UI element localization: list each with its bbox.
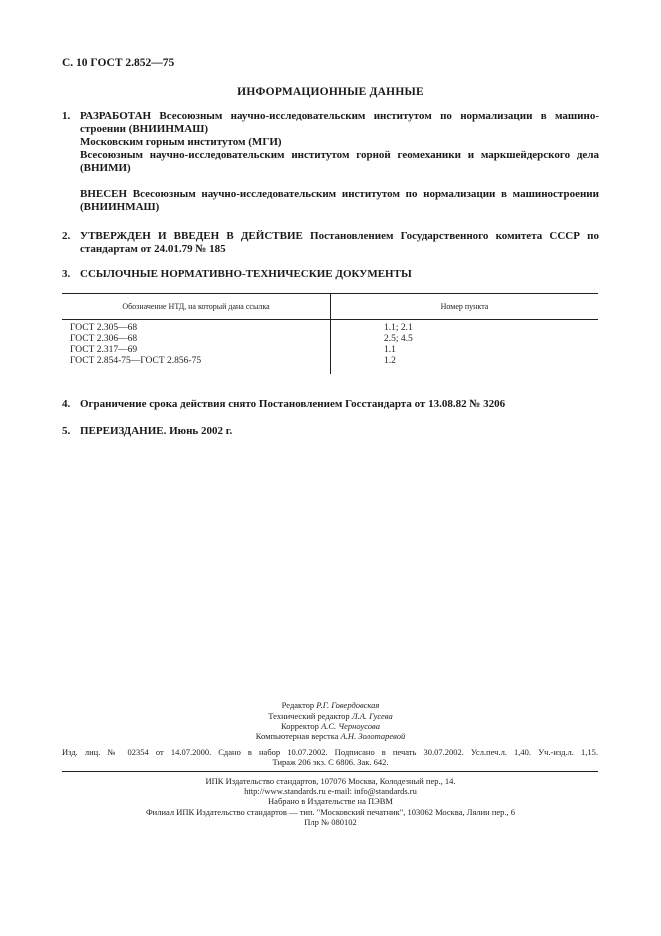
section-1-line: строении (ВНИИНМАШ)	[80, 123, 208, 135]
section-1-line: Всесоюзным научно-исследовательским институтом горной геомеханики и маркшейдерского дела	[80, 149, 599, 161]
publisher-line: Филиал ИПК Издательство стандартов — тип. "Московский печатник", 103062 Москва, Лялин пер., 6	[145, 807, 516, 817]
page-title: ИНФОРМАЦИОННЫЕ ДАННЫЕ	[237, 86, 424, 98]
table-cell-designation: ГОСТ 2.306—68	[70, 334, 138, 344]
section-2-number: 2.	[62, 230, 71, 242]
publisher-line: ИПК Издательство стандартов, 107076 Москва, Колодезный пер., 14.	[205, 776, 456, 786]
section-2	[80, 230, 599, 256]
layout-name: А.Н. Золотаревой	[340, 731, 406, 741]
section-2-line: УТВЕРЖДЕН И ВВЕДЕН В ДЕЙСТВИЕ Постановлением Государственного комитета СССР по	[80, 230, 599, 242]
page-header: С. 10 ГОСТ 2.852—75	[62, 57, 175, 69]
table-cell-designation: ГОСТ 2.317—69	[70, 345, 138, 355]
section-1-number: 1.	[62, 110, 71, 122]
output-info-line: Изд. лиц. № 02354 от 14.07.2000. Сдано в набор 10.07.2002. Подписано в печать 30.07.2002. Усл.печ.л. 1,40. Уч.-изд.л. 1,15.	[62, 747, 598, 757]
table-cell-clause: 1.2	[384, 356, 396, 366]
corrector-label: Корректор	[281, 721, 319, 731]
corrector-name: А.С. Черноусова	[321, 721, 380, 731]
publisher-line: http://www.standards.ru e-mail: info@standards.ru	[244, 786, 417, 796]
tech-editor-label: Технический редактор	[268, 711, 350, 721]
imprint-divider	[62, 771, 598, 772]
section-5-number: 5.	[62, 425, 71, 437]
section-1-line: (ВНИМИ)	[80, 162, 131, 174]
imprint-tech-editor	[0, 711, 661, 721]
layout-label: Компьютерная верстка	[255, 731, 339, 741]
imprint-corrector	[0, 721, 661, 731]
table-cell-designation: ГОСТ 2.305—68	[70, 323, 138, 333]
editor-name: Р.Г. Говердовская	[316, 700, 380, 710]
section-1	[80, 110, 599, 214]
section-1-line: (ВНИИНМАШ)	[80, 201, 160, 213]
section-5-text: ПЕРЕИЗДАНИЕ. Июнь 2002 г.	[80, 425, 233, 437]
table-cell-designation: ГОСТ 2.854-75—ГОСТ 2.856-75	[70, 356, 202, 366]
table-header-clause: Номер пункта	[440, 302, 489, 311]
table-cell-clause: 1.1; 2.1	[384, 323, 413, 333]
section-1-line: ВНЕСЕН Всесоюзным научно-исследовательским институтом по нормализации в машиностроении	[80, 188, 599, 200]
output-info-line: Тираж 206 экз. С 6806. Зак. 642.	[272, 757, 389, 767]
section-3-title	[80, 268, 599, 281]
publisher-line: Плр № 080102	[304, 817, 357, 827]
section-1-line: РАЗРАБОТАН Всесоюзным научно-исследовательским институтом по нормализации в машино-	[80, 110, 599, 122]
section-1-line: Московским горным институтом (МГИ)	[80, 136, 282, 148]
section-4-text: Ограничение срока действия снято Постановлением Госстандарта от 13.08.82 № 3206	[80, 398, 506, 410]
publisher-line: Набрано в Издательстве на ПЭВМ	[268, 796, 393, 806]
table-cell-clause: 1.1	[384, 345, 396, 355]
section-4	[80, 398, 599, 411]
section-3-title-text: ССЫЛОЧНЫЕ НОРМАТИВНО-ТЕХНИЧЕСКИЕ ДОКУМЕНТЫ	[80, 268, 412, 280]
section-2-line: стандартам от 24.01.79 № 185	[80, 243, 226, 255]
tech-editor-name: Л.А. Гусева	[351, 711, 393, 721]
section-3-number: 3.	[62, 268, 71, 280]
table-header-designation: Обозначение НТД, на который дана ссылка	[122, 302, 270, 311]
imprint-layout	[0, 731, 661, 741]
imprint-editor	[0, 700, 661, 710]
editor-label: Редактор	[281, 700, 315, 710]
table-cell-clause: 2.5; 4.5	[384, 334, 413, 344]
section-4-number: 4.	[62, 398, 71, 410]
section-5	[80, 425, 599, 438]
